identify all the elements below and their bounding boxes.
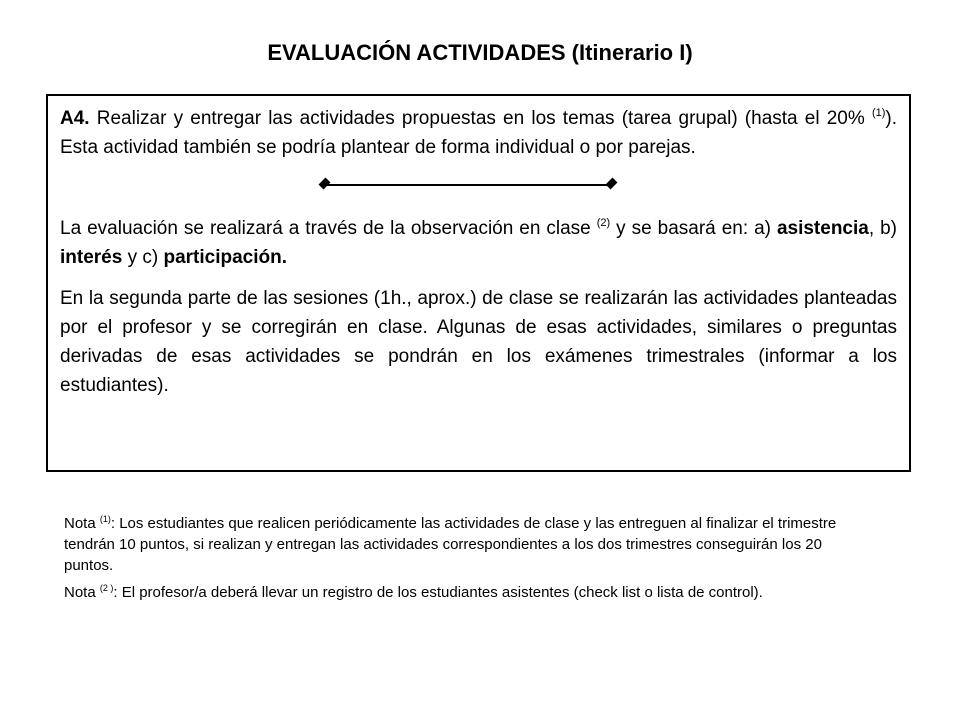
footnotes	[64, 513, 864, 609]
evaluation-text-part-2: y se basará en: a)	[610, 218, 777, 239]
diamond-divider	[60, 166, 897, 204]
footnote-1	[64, 513, 864, 576]
footnote-ref-1: (1)	[871, 107, 886, 119]
footnote-2-text: : El profesor/a deberá llevar un registro de los estudiantes asistentes (check list o lista de control).	[113, 584, 763, 601]
criterion-asistencia: asistencia	[776, 218, 869, 239]
criterion-participacion: participación.	[163, 247, 288, 268]
activity-a4-paragraph	[60, 104, 897, 162]
activity-a4-label: A4.	[60, 108, 90, 129]
evaluation-text-part-4: y c)	[122, 247, 164, 268]
footnote-1-prefix: Nota	[64, 515, 100, 532]
a4-text-part-2: ). Esta actividad también se podría plantear de forma individual o por parejas.	[60, 108, 897, 158]
footnote-2-prefix: Nota	[64, 584, 100, 601]
footnote-1-marker: (1)	[99, 514, 111, 524]
page-title: EVALUACIÓN ACTIVIDADES (Itinerario I)	[267, 40, 693, 65]
a4-text-part-1: Realizar y entregar las actividades propuestas en los temas (tarea grupal) (hasta el 20%	[89, 108, 872, 129]
footnote-2	[64, 582, 864, 603]
diamond-right-icon	[606, 178, 618, 190]
footnote-2-marker: (2 )	[99, 583, 114, 593]
evaluation-text-part-3: , b)	[868, 218, 897, 239]
footnote-1-text: : Los estudiantes que realicen periódicamente las actividades de clase y las entreguen al finalizar el trimestre tendrán 10 puntos, si realizan y entregan las actividades correspondientes a los dos trimestres conseguirán los 20 puntos.	[64, 515, 837, 574]
evaluation-text-part-1: La evaluación se realizará a través de la observación en clase	[60, 218, 597, 239]
divider-line	[325, 184, 612, 186]
activity-box	[46, 94, 911, 472]
footnote-ref-2: (2)	[596, 217, 611, 229]
evaluation-paragraph	[60, 214, 897, 272]
criterion-interes: interés	[60, 247, 123, 268]
sessions-paragraph: En la segunda parte de las sesiones (1h., aprox.) de clase se realizarán las actividades planteadas por el profesor y se corregirán en clase. Algunas de esas actividades, similares o preguntas derivadas de esas actividades se pondrán en los exámenes trimestrales (informar a los estudiantes).	[60, 288, 897, 396]
